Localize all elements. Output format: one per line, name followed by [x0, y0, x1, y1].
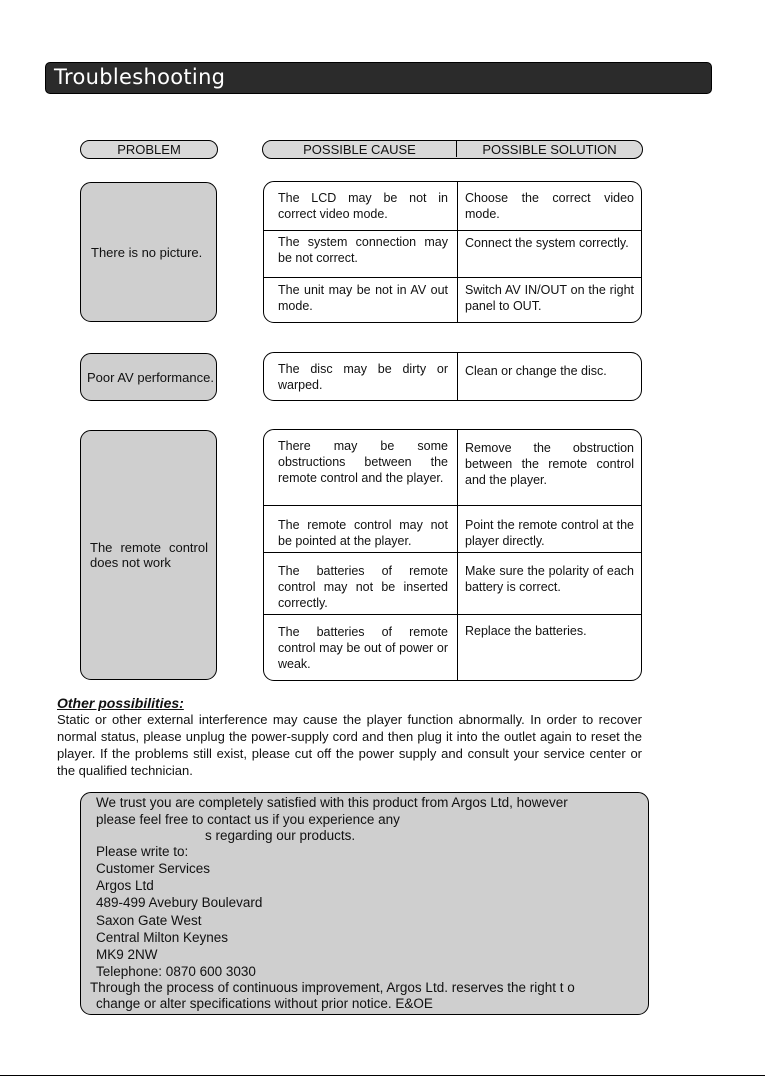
solution-cell: Remove the obstruction between the remote control and the player.: [465, 441, 634, 487]
header-cause: POSSIBLE CAUSE: [303, 142, 416, 157]
causes-group-poor-av: [263, 352, 642, 401]
row-divider: [264, 230, 641, 231]
cause-cell: The remote control may not be pointed at the player.: [278, 518, 448, 548]
row-divider: [264, 614, 641, 615]
problem-label: The remote control does not work: [90, 540, 208, 570]
problem-label: There is no picture.: [91, 244, 203, 260]
problem-poor-av: [80, 353, 217, 401]
other-possibilities-heading: Other possibilities:: [57, 695, 184, 711]
solution-cell: Connect the system correctly.: [465, 236, 629, 250]
contact-line: MK9 2NW: [96, 947, 158, 962]
row-divider: [264, 552, 641, 553]
contact-line: Telephone: 0870 600 3030: [96, 964, 256, 979]
contact-line: Central Milton Keynes: [96, 930, 229, 945]
solution-cell: Clean or change the disc.: [465, 364, 607, 378]
solution-cell: Switch AV IN/OUT on the right panel to OUT.: [465, 283, 634, 313]
contact-line: change or alter specifications without prior notice. E&OE: [96, 996, 433, 1011]
row-divider: [264, 505, 641, 506]
header-divider: [456, 140, 457, 157]
contact-line: 489-499 Avebury Boulevard: [96, 895, 263, 910]
causes-group-remote: [263, 429, 642, 681]
cause-cell: The unit may be not in AV out mode.: [278, 283, 448, 313]
contact-line: s regarding our products.: [205, 828, 356, 843]
header-solution: POSSIBLE SOLUTION: [482, 142, 617, 157]
contact-line: please feel free to contact us if you experience any: [96, 812, 400, 827]
column-divider: [457, 182, 458, 322]
contact-line: We trust you are completely satisfied with this product from Argos Ltd, however: [96, 795, 568, 810]
contact-line: Customer Services: [96, 861, 211, 876]
header-problem: PROBLEM: [80, 140, 218, 159]
cause-cell: The disc may be dirty or warped.: [278, 362, 448, 392]
title-bar: [45, 62, 712, 94]
contact-line: Saxon Gate West: [96, 913, 202, 928]
header-cause-solution: [262, 140, 643, 159]
column-divider: [457, 353, 458, 400]
contact-box: [80, 792, 649, 1015]
other-possibilities-text: Static or other external interference may cause the player function abnormally. In order to recover normal status, please unplug the power-supply cord and then plug it into the outlet again to reset the player. If the problems still exist, please cut off the power supply and consult your service center or the qualified technician.: [57, 712, 642, 778]
problem-remote: [80, 430, 217, 680]
contact-line: Please write to:: [96, 844, 189, 859]
problem-no-picture: [80, 182, 217, 322]
cause-cell: The batteries of remote control may not be inserted correctly.: [278, 564, 448, 610]
cause-cell: There may be some obstructions between the remote control and the player.: [278, 439, 448, 485]
solution-cell: Make sure the polarity of each battery is correct.: [465, 564, 634, 594]
page-title: Troubleshooting: [54, 65, 226, 89]
cause-cell: The LCD may be not in correct video mode.: [278, 191, 448, 221]
solution-cell: Point the remote control at the player directly.: [465, 518, 634, 548]
row-divider: [264, 277, 641, 278]
causes-group-no-picture: [263, 181, 642, 323]
cause-cell: The system connection may be not correct.: [278, 235, 448, 265]
cause-cell: The batteries of remote control may be out of power or weak.: [278, 625, 448, 671]
column-divider: [457, 430, 458, 680]
contact-line: Argos Ltd: [96, 878, 154, 893]
solution-cell: Choose the correct video mode.: [465, 191, 634, 221]
bottom-rule: [0, 1075, 765, 1076]
problem-label: Poor AV performance.: [87, 369, 214, 385]
solution-cell: Replace the batteries.: [465, 624, 587, 638]
contact-line: Through the process of continuous improvement, Argos Ltd. reserves the right t o: [90, 980, 575, 995]
